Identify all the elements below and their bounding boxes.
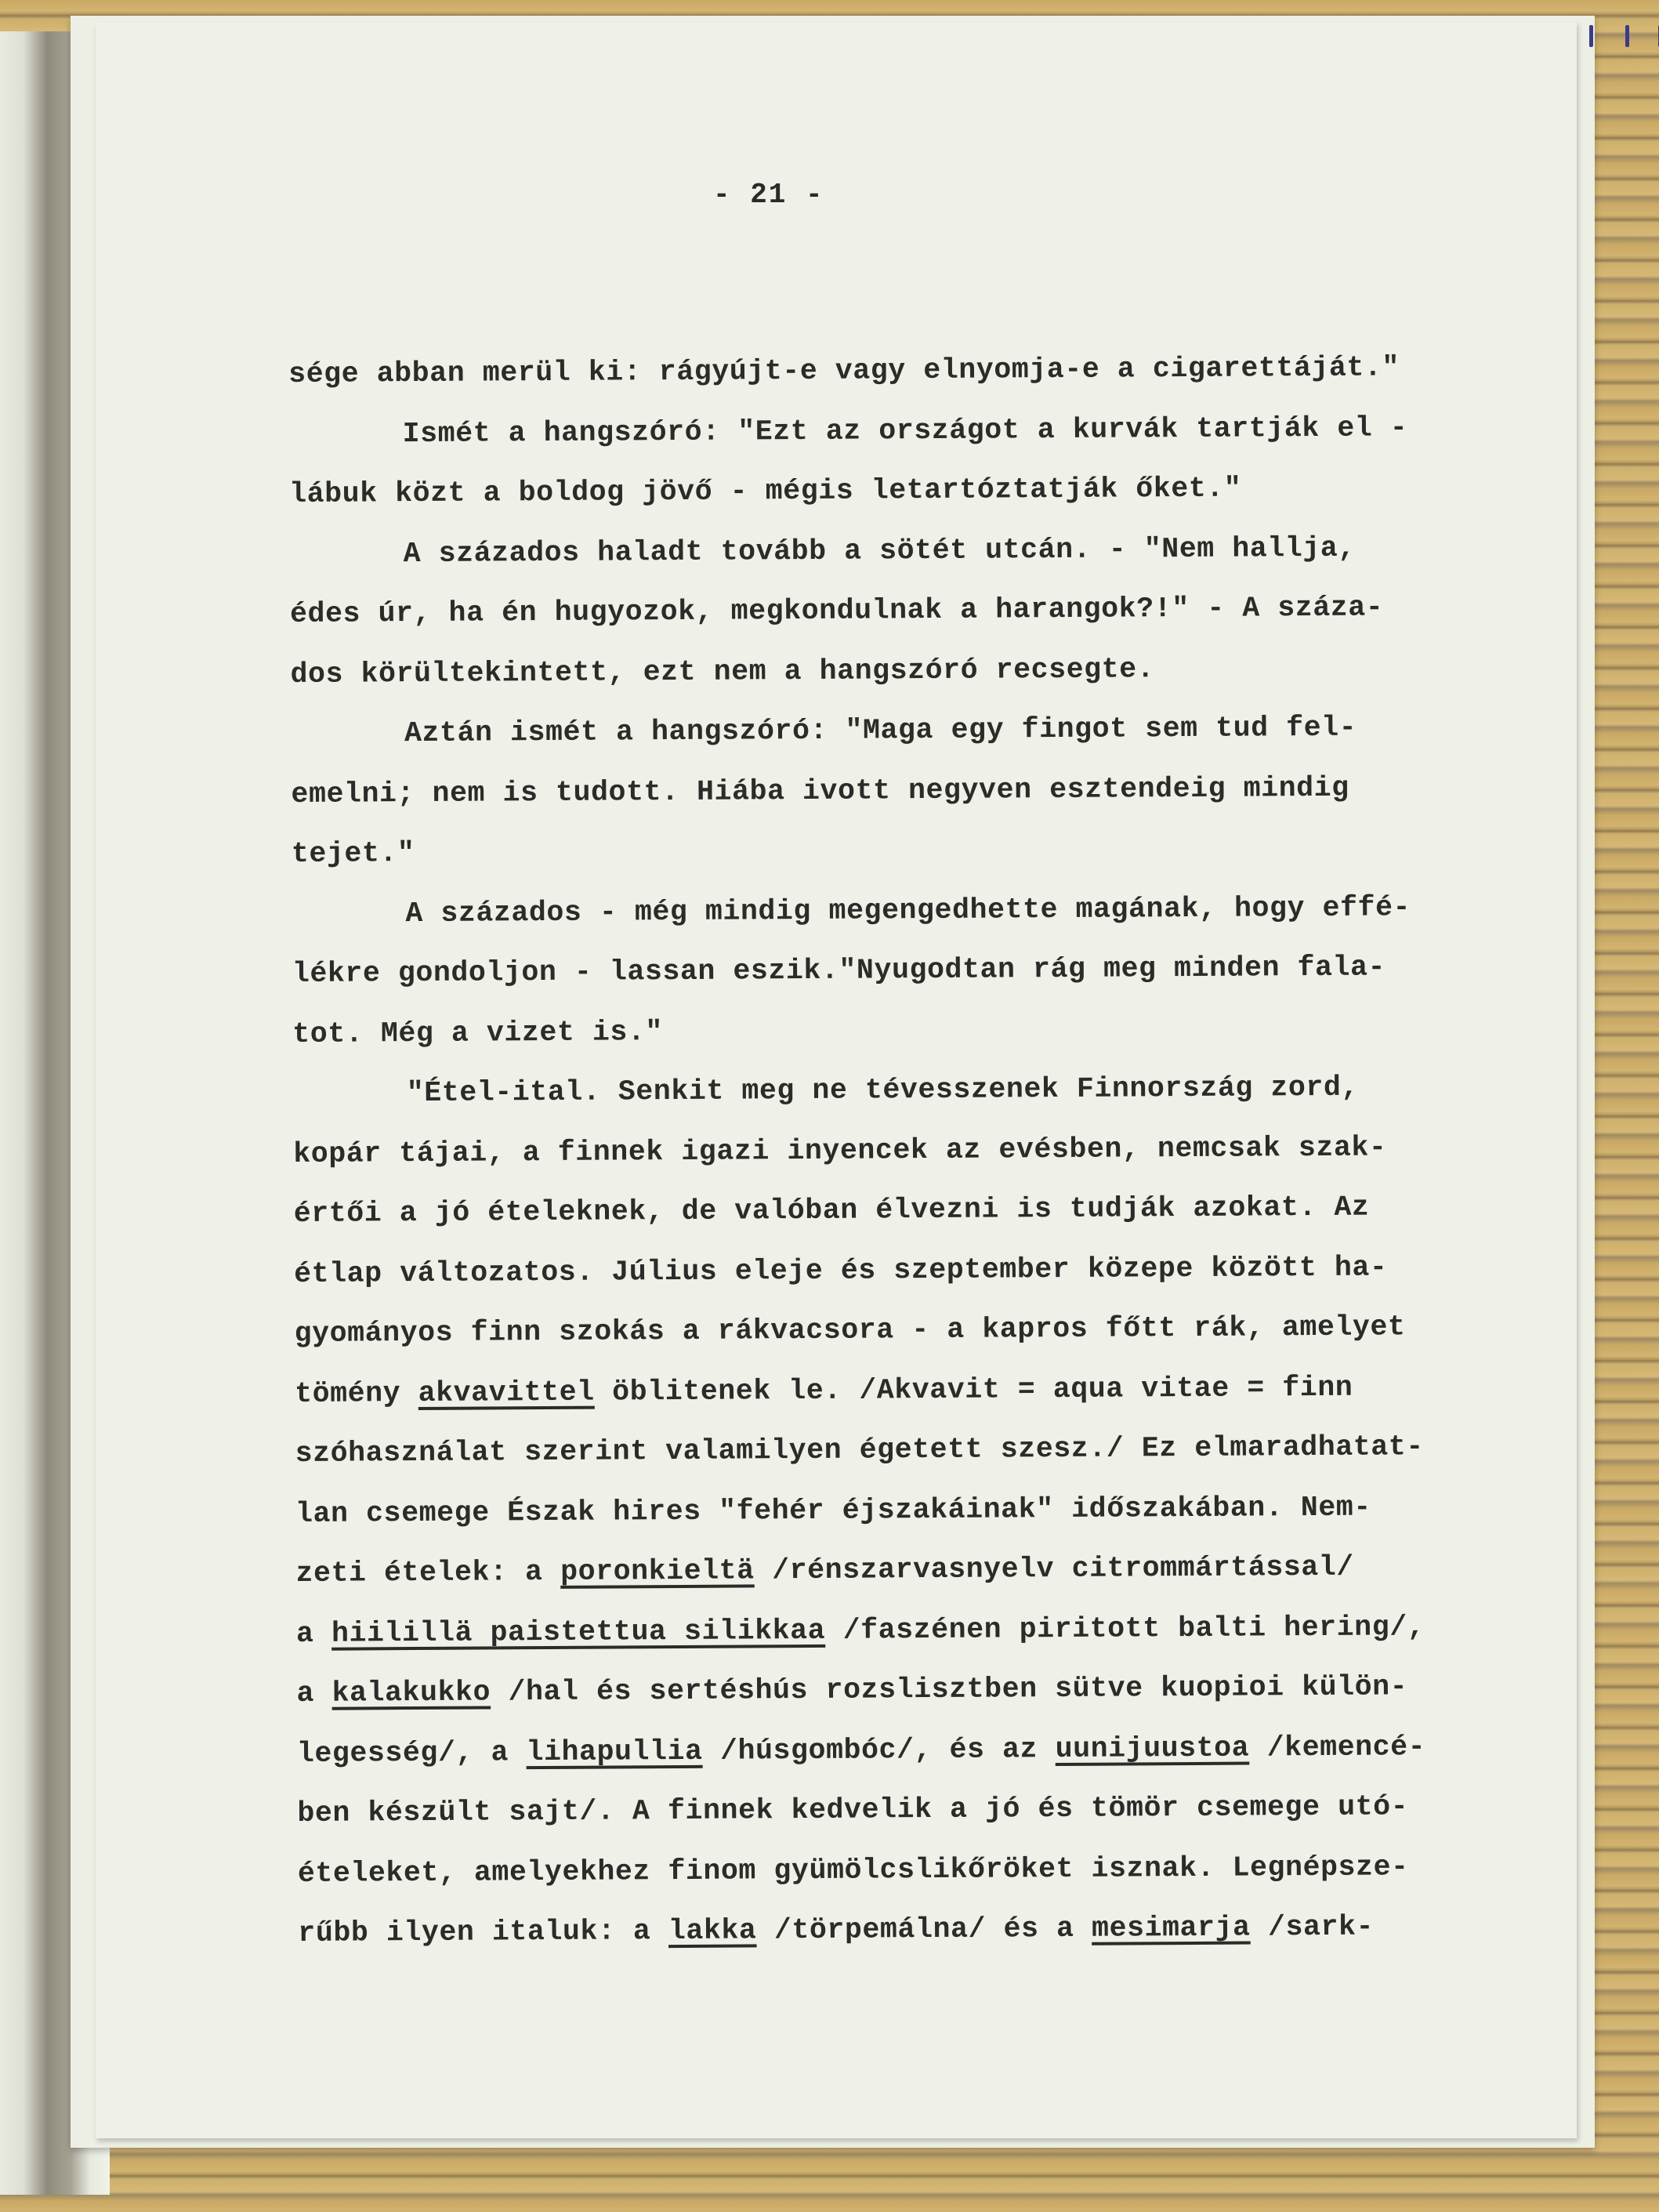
text-line [291, 757, 1482, 825]
index-tab-marks [1577, 22, 1659, 53]
text-line [289, 458, 1480, 525]
text-line [291, 698, 1482, 765]
text-segment: étlap változatos. Július eleje és szeptember közepe között ha- [294, 1250, 1388, 1290]
text-line [289, 517, 1480, 585]
text-segment: A százados haladt tovább a sötét utcán. - "Nem hallja, [403, 531, 1356, 570]
text-line [294, 1237, 1485, 1304]
text-segment: emelni; nem is tudott. Hiába ivott negyven esztendeig mindig [291, 771, 1349, 810]
underlined-term: lihapullia [526, 1735, 703, 1768]
text-line [293, 1117, 1484, 1184]
text-line [288, 397, 1480, 465]
text-segment: legesség/, a [296, 1735, 527, 1770]
underlined-term: lakka [668, 1914, 757, 1948]
text-segment: A százados - még mindig megengedhette magának, hogy effé- [405, 890, 1411, 930]
text-line [288, 338, 1480, 405]
text-line [298, 1837, 1489, 1904]
text-segment: lábuk közt a boldog jövő - mégis letartóztatják őket." [289, 472, 1242, 510]
text-segment: Ismét a hangszóró: "Ezt az országot a kurvák tartják el - [402, 411, 1408, 450]
text-segment: tömény [295, 1376, 418, 1410]
document-body [288, 338, 1490, 1964]
underlined-term: hiilillä paistettua silikkaa [331, 1614, 826, 1650]
ink-mark [1625, 25, 1629, 47]
text-segment: zeti ételek: a [295, 1555, 561, 1590]
text-line [295, 1357, 1486, 1424]
text-segment: /törpemálna/ és a [756, 1912, 1092, 1947]
text-line [295, 1537, 1487, 1605]
underlined-term: kalakukko [331, 1676, 491, 1710]
text-segment: értői a jó ételeknek, de valóban élvezni is tudják azokat. Az [293, 1191, 1370, 1230]
text-segment: lan csemege Észak hires "fehér éjszakáinak" időszakában. Nem- [295, 1491, 1371, 1530]
text-segment: gyományos finn szokás a rákvacsora - a kapros főtt rák, amelyet [294, 1311, 1406, 1350]
underlined-term: mesimarja [1091, 1911, 1251, 1945]
text-segment: /hal és sertéshús rozslisztben sütve kuopioi külön- [490, 1670, 1408, 1709]
underlined-term: akvavittel [418, 1376, 595, 1409]
ink-mark [1589, 25, 1593, 47]
text-line [296, 1657, 1487, 1724]
page-number: - 21 - [713, 179, 824, 211]
text-line [292, 937, 1483, 1005]
text-segment: /rénszarvasnyelv citrommártással/ [754, 1550, 1354, 1587]
text-segment: ben készült sajt/. A finnek kedvelik a jó és tömör csemege utó- [297, 1790, 1409, 1829]
text-segment: /sark- [1250, 1910, 1375, 1944]
text-line [292, 877, 1483, 945]
text-segment: sége abban merül ki: rágyújt-e vagy elnyomja-e a cigarettáját." [288, 351, 1400, 390]
text-line [297, 1777, 1488, 1844]
text-line [294, 1297, 1485, 1365]
text-line [296, 1597, 1487, 1664]
text-segment: tot. Még a vizet is." [292, 1015, 664, 1050]
text-line [293, 1057, 1484, 1125]
text-segment: édes úr, ha én hugyozok, megkondulnak a harangok?!" - A száza- [289, 591, 1384, 630]
text-segment: kopár tájai, a finnek igazi inyencek az evésben, nemcsak szak- [293, 1130, 1387, 1170]
text-line [297, 1717, 1488, 1784]
text-segment: szóhasználat szerint valamilyen égetett szesz./ Ez elmaradhatat- [295, 1431, 1424, 1470]
text-segment: /húsgombóc/, és az [702, 1732, 1056, 1768]
text-segment: a [296, 1677, 332, 1710]
text-segment: öblitenek le. /Akvavit = aqua vitae = finn [594, 1371, 1353, 1409]
text-segment: a [295, 1617, 332, 1650]
text-line [290, 578, 1481, 645]
text-segment: ételeket, amelyekhez finom gyümölcslikőröket isznak. Legnépsze- [297, 1850, 1409, 1890]
text-segment: Aztán ismét a hangszóró: "Maga egy fingot sem tud fel- [404, 711, 1357, 750]
underlined-term: uunijuustoa [1055, 1732, 1250, 1765]
text-line [290, 637, 1481, 705]
text-line [295, 1477, 1487, 1544]
text-segment: dos körültekintett, ezt nem a hangszóró recsegte. [290, 652, 1155, 691]
text-segment: lékre gondoljon - lassan eszik."Nyugodtan rág meg minden fala- [292, 951, 1386, 990]
text-segment: /faszénen piritott balti hering/, [825, 1610, 1425, 1647]
text-segment: /kemencé- [1249, 1730, 1426, 1764]
text-segment: tejet." [291, 837, 415, 870]
text-segment: "Étel-ital. Senkit meg ne tévesszenek Finnország zord, [406, 1071, 1360, 1110]
text-line [292, 818, 1483, 885]
text-line [294, 1177, 1485, 1245]
text-line [295, 1417, 1486, 1485]
text-segment: rűbb ilyen italuk: a [298, 1915, 669, 1949]
underlined-term: poronkieltä [560, 1554, 755, 1588]
text-line [298, 1897, 1489, 1964]
text-line [292, 997, 1483, 1064]
